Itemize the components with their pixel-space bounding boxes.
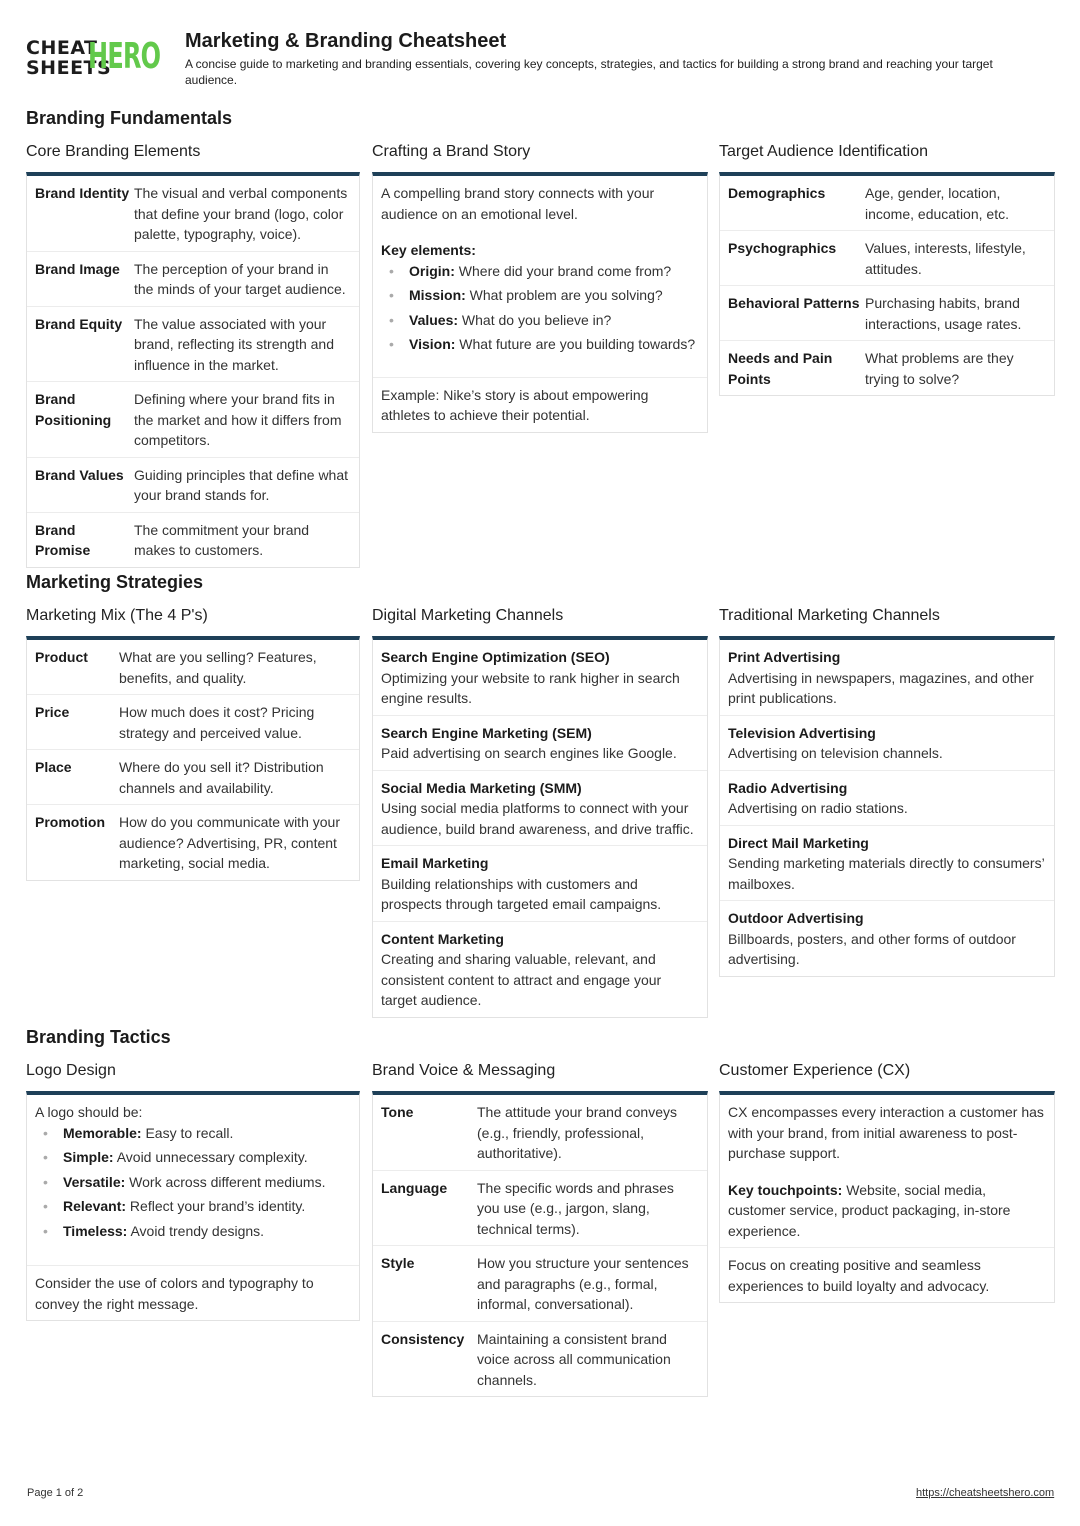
table-row: Price How much does it cost? Pricing strategy and perceived value. (27, 695, 359, 750)
table-row: Psychographics Values, interests, lifestyle, attitudes. (720, 231, 1054, 286)
logo-design-intro: A logo should be: (35, 1104, 143, 1120)
card-cx (719, 1091, 1055, 1303)
card-brand-story (372, 172, 708, 433)
cheatsheetshero-logo[interactable] (26, 36, 172, 80)
card-core-elements (26, 172, 360, 568)
table-row: Promotion How do you communicate with your audience? Advertising, PR, content marketing, social media. (35, 814, 340, 871)
card-marketing-mix (26, 636, 360, 881)
card-title-brand-story: Crafting a Brand Story (372, 143, 531, 160)
table-row: Brand Positioning Defining where your brand fits in the market and how it differs from competitors. (27, 382, 359, 458)
logo-design-list (35, 1123, 351, 1242)
logo-design-note: Consider the use of colors and typography to convey the right message. (35, 1275, 314, 1312)
card-traditional-channels (719, 636, 1055, 977)
section-title-branding-tactics: Branding Tactics (26, 1027, 171, 1047)
list-item: Search Engine Marketing (SEM) Paid advertising on search engines like Google. (373, 716, 707, 771)
list-item: Television Advertising Advertising on television channels. (720, 716, 1054, 771)
table-row: Demographics Age, gender, location, income, education, etc. (720, 176, 1054, 231)
table-row: Language The specific words and phrases you use (e.g., jargon, slang, technical terms). (373, 1171, 707, 1247)
table-row: Product What are you selling? Features, benefits, and quality. (27, 640, 359, 695)
list-item: • Relevant: Reflect your brand’s identity. (63, 1196, 351, 1217)
key-elements-label: Key elements: (381, 242, 476, 258)
section-title-marketing-strategies: Marketing Strategies (26, 572, 204, 592)
logo-text: CHEAT SHEETS (26, 37, 112, 79)
card-title-digital-channels: Digital Marketing Channels (372, 607, 564, 624)
card-title-brand-voice: Brand Voice & Messaging (372, 1062, 556, 1079)
list-item: • Mission: What problem are you solving? (409, 285, 699, 306)
list-item: Content Marketing Creating and sharing valuable, relevant, and consistent content to attract and engage your target audience. (381, 930, 662, 1008)
card-title-logo-design: Logo Design (26, 1062, 116, 1079)
list-item: • Memorable: Easy to recall. (63, 1123, 351, 1144)
card-logo-design (26, 1091, 360, 1321)
logo-design-body (27, 1095, 359, 1266)
card-title-traditional-channels: Traditional Marketing Channels (719, 607, 940, 624)
brand-story-list (381, 261, 699, 355)
list-item: Direct Mail Marketing Sending marketing materials directly to consumers’ mailboxes. (720, 826, 1054, 902)
list-item: • Timeless: Avoid trendy designs. (63, 1221, 351, 1242)
brand-story-example: Example: Nike’s story is about empowering athletes to achieve their potential. (381, 386, 649, 423)
table-row: Tone The attitude your brand conveys (e.g., friendly, professional, authoritative). (373, 1095, 707, 1171)
list-item: Search Engine Optimization (SEO) Optimizing your website to rank higher in search engine results. (373, 640, 707, 716)
brand-story-intro: A compelling brand story connects with your audience on an emotional level. (381, 185, 655, 222)
table-row: Needs and Pain Points What problems are they trying to solve? (728, 350, 1014, 387)
page-title: Marketing & Branding Cheatsheet (185, 30, 507, 52)
card-title-marketing-mix: Marketing Mix (The 4 P's) (26, 607, 208, 624)
list-item: • Vision: What future are you building towards? (409, 334, 699, 355)
list-item: Outdoor Advertising Billboards, posters, and other forms of outdoor advertising. (728, 910, 1016, 967)
table-row: Brand Image The perception of your brand in the minds of your target audience. (27, 252, 359, 307)
card-digital-channels (372, 636, 708, 1018)
list-item: Radio Advertising Advertising on radio stations. (720, 771, 1054, 826)
table-row: Brand Equity The value associated with your brand, reflecting its strength and influence in the market. (27, 307, 359, 383)
list-item: • Versatile: Work across different mediums. (63, 1172, 351, 1193)
page-header (26, 30, 1056, 90)
page-number: Page 1 of 2 (27, 1487, 84, 1499)
table-row: Place Where do you sell it? Distribution channels and availability. (27, 750, 359, 805)
list-item: • Origin: Where did your brand come from? (409, 261, 699, 282)
list-item: Social Media Marketing (SMM) Using social media platforms to connect with your audience, build brand awareness, and drive traffic. (373, 771, 707, 847)
section-title-branding-fundamentals: Branding Fundamentals (26, 108, 233, 128)
card-title-core-elements: Core Branding Elements (26, 143, 201, 160)
table-row: Brand Identity The visual and verbal components that define your brand (logo, color palette, typography, voice). (27, 176, 359, 252)
card-title-cx: Customer Experience (CX) (719, 1062, 911, 1079)
list-item: Print Advertising Advertising in newspapers, magazines, and other print publications. (720, 640, 1054, 716)
table-row: Style How you structure your sentences and paragraphs (e.g., formal, informal, conversational). (373, 1246, 707, 1322)
logo-hero-text: HERO (88, 36, 161, 77)
brand-story-body (373, 176, 707, 378)
cx-intro: CX encompasses every interaction a customer has with your brand, from initial awareness to post-purchase support. (728, 1104, 1044, 1161)
list-item: • Simple: Avoid unnecessary complexity. (63, 1147, 351, 1168)
table-row: Brand Values Guiding principles that define what your brand stands for. (27, 458, 359, 513)
card-title-target-audience: Target Audience Identification (719, 143, 929, 160)
card-brand-voice (372, 1091, 708, 1397)
table-row: Consistency Maintaining a consistent brand voice across all communication channels. (381, 1330, 671, 1388)
list-item: • Values: What do you believe in? (409, 310, 699, 331)
footer-link[interactable]: https://cheatsheetshero.com (916, 1487, 1055, 1499)
cx-touchpoints: Key touchpoints: Website, social media, customer service, product packaging, in-store experience. (728, 1181, 1011, 1239)
table-row: Brand Promise The commitment your brand makes to customers. (35, 521, 310, 558)
page-subtitle: A concise guide to marketing and branding essentials, covering key concepts, strategies, and tactics for building a strong brand and reaching your target audience. (185, 57, 993, 87)
card-target-audience (719, 172, 1055, 396)
cx-body (720, 1095, 1054, 1248)
list-item: Email Marketing Building relationships with customers and prospects through targeted email campaigns. (373, 846, 707, 922)
table-row: Behavioral Patterns Purchasing habits, brand interactions, usage rates. (720, 286, 1054, 341)
cx-note: Focus on creating positive and seamless experiences to build loyalty and advocacy. (728, 1257, 990, 1294)
